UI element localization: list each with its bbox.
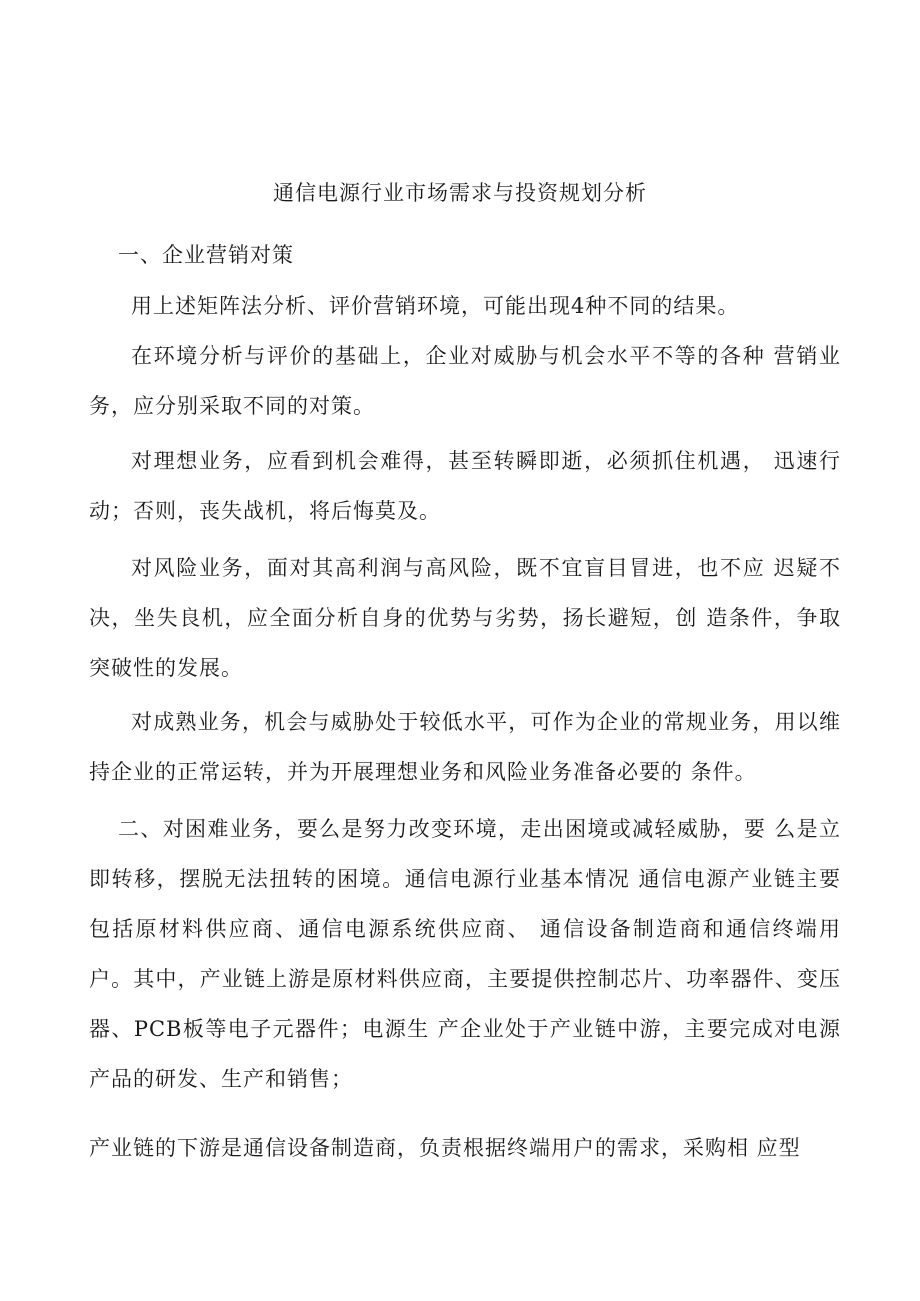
paragraph-7: 产业链的下游是通信设备制造商，负责根据终端用户的需求，采购相 应型 xyxy=(89,1136,801,1160)
paragraph-6-section-2: 二、对困难业务，要么是努力改变环境，走出困境或减轻威胁，要 么是立即转移，摆脱无法扭转的困境。通信电源行业基本情况 通信电源产业链主要包括原材料供应商、通信电源系统供应商、 通信设备制造商和通信终端用户。其中，产业链上游是原材料供应商，主要提供控制芯片、功率器件、变压器、PCB板等电子元器件；电源生 产企业处于产业链中游，主要完成对电源产品的研发、生产和销售； xyxy=(89,817,841,1091)
paragraph-1: 用上述矩阵法分析、评价营销环境，可能出现4种不同的结果。 xyxy=(131,294,740,318)
document-title: 通信电源行业市场需求与投资规划分析 xyxy=(273,181,647,205)
paragraph-2: 在环境分析与评价的基础上，企业对威胁与机会水平不等的各种 营销业务，应分别采取不同的对策。 xyxy=(89,344,841,418)
paragraph-5: 对成熟业务，机会与威胁处于较低水平，可作为企业的常规业务，用以维持企业的正常运转，并为开展理想业务和风险业务准备必要的 条件。 xyxy=(89,710,841,784)
paragraph-3: 对理想业务，应看到机会难得，甚至转瞬即逝，必须抓住机遇， 迅速行动；否则，丧失战机，将后悔莫及。 xyxy=(89,449,841,523)
paragraph-4: 对风险业务，面对其高利润与高风险，既不宜盲目冒进，也不应 迟疑不决，坐失良机，应全面分析自身的优势与劣势，扬长避短，创 造条件，争取突破性的发展。 xyxy=(89,556,841,680)
section-heading-1: 一、企业营销对策 xyxy=(118,243,294,267)
